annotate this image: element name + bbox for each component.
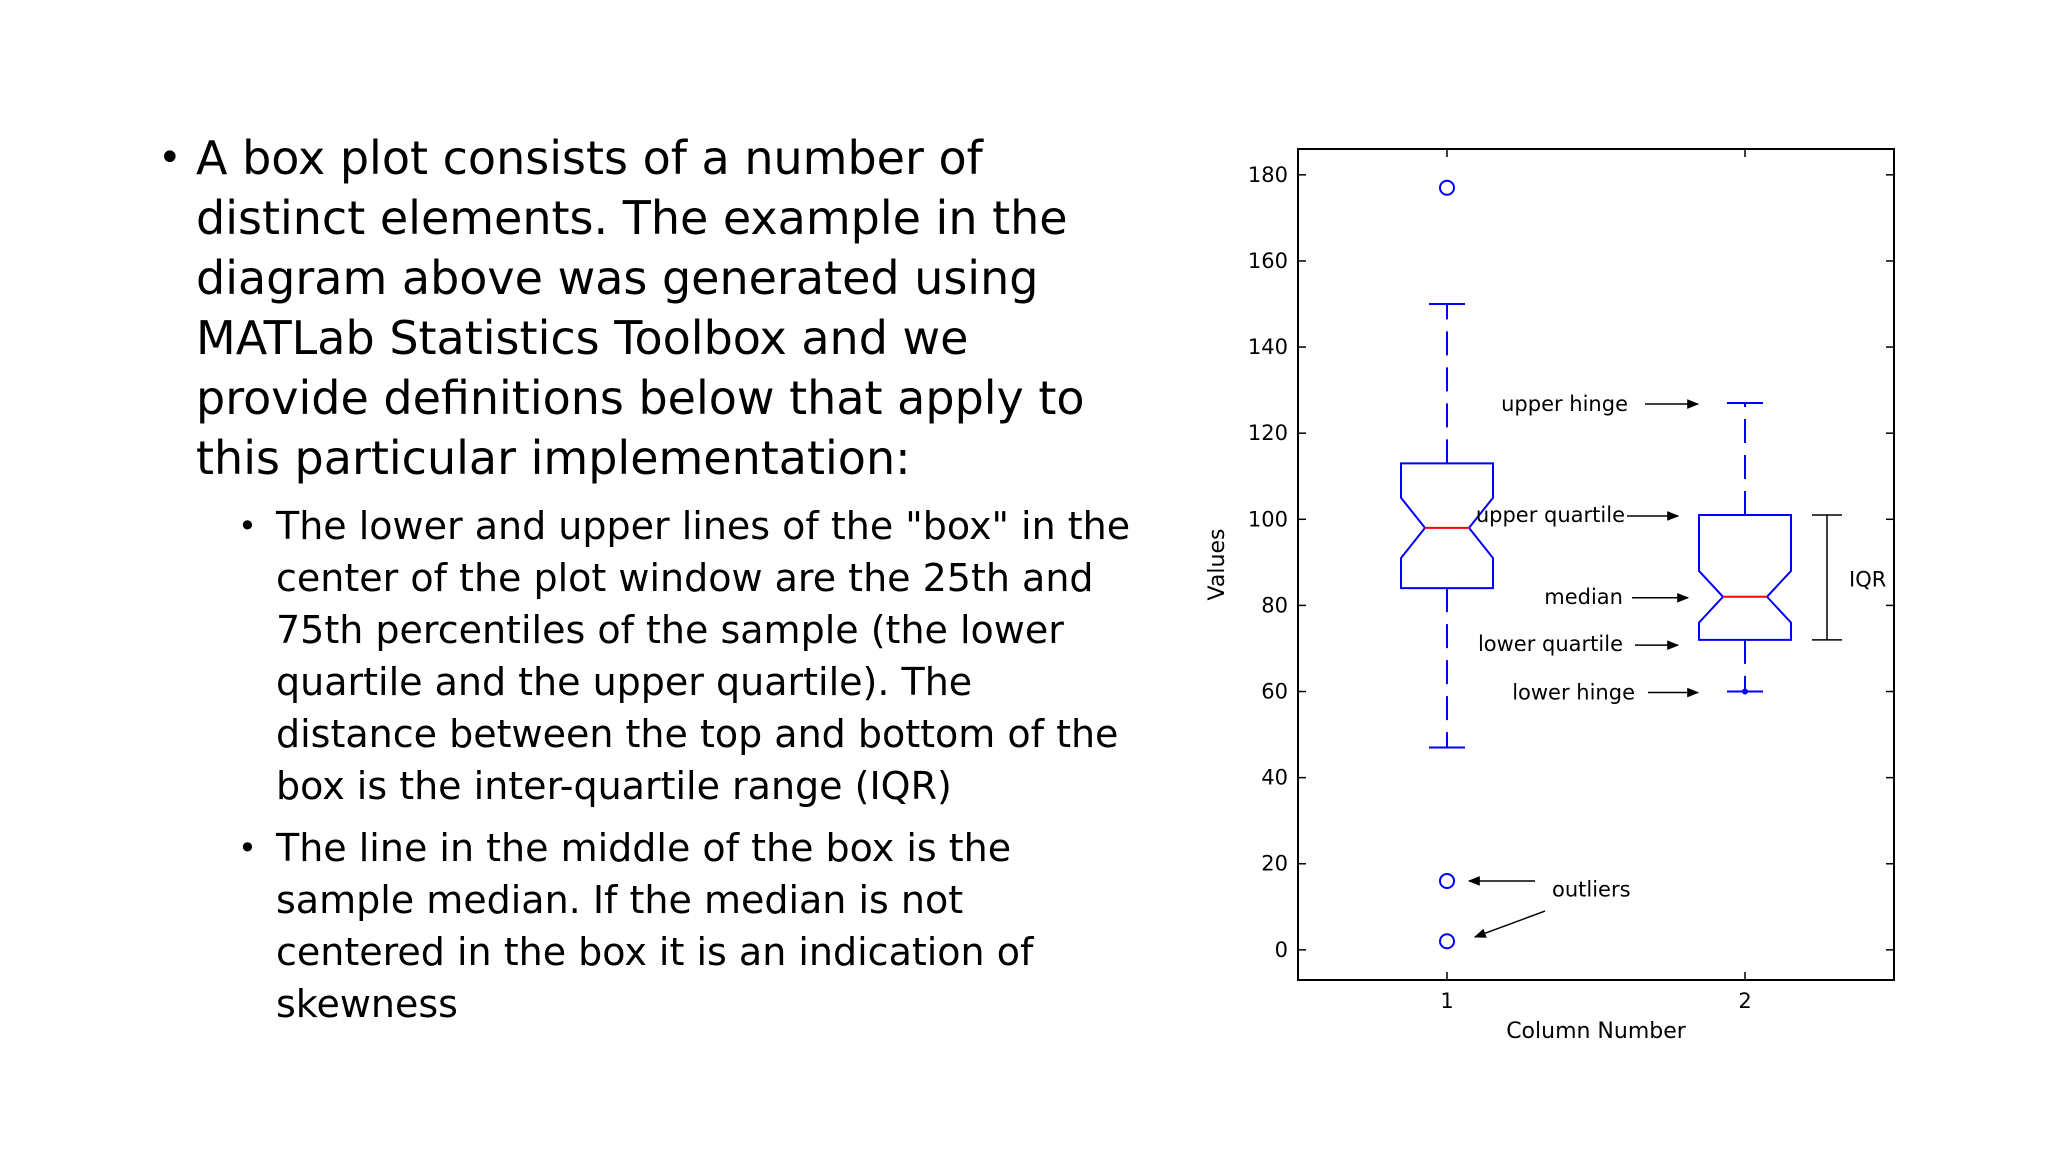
upper-hinge-label: upper hinge — [1501, 392, 1628, 417]
y-tick-label: 140 — [1247, 335, 1288, 360]
x-tick-label: 2 — [1738, 989, 1752, 1013]
y-tick-label: 180 — [1247, 162, 1288, 187]
lower-quartile-label: lower quartile — [1477, 632, 1623, 657]
bullet-main: A box plot consists of a number of distinct elements. The example in the diagram above was generated using MATLab Statistics Toolbox and we provide definitions below that apply to this particular implementation: — [196, 131, 1085, 485]
sub-bullet-quartiles: The lower and upper lines of the "box" in the center of the plot window are the 25th and 75th percentiles of the sample (the lower quartile and the upper quartile). The distance between the top and bottom of the box is the inter-quartile range (IQR) — [276, 504, 1131, 808]
outlier-point — [1440, 181, 1454, 195]
y-tick-label: 40 — [1261, 765, 1288, 790]
iqr-label: IQR — [1849, 567, 1887, 592]
bullet-marker: • — [158, 135, 182, 181]
y-tick-label: 160 — [1247, 248, 1288, 273]
plot-frame — [1298, 149, 1894, 980]
bullet-marker: • — [238, 507, 257, 545]
x-axis-label: Column Number — [1506, 1019, 1686, 1044]
median-label: median — [1544, 584, 1623, 609]
outlier-point — [1440, 874, 1454, 888]
y-tick-label: 0 — [1274, 937, 1288, 962]
box-plot-chart — [1190, 130, 1910, 1060]
x-tick-label: 1 — [1440, 989, 1454, 1013]
notched-box-2 — [1699, 515, 1791, 640]
bullet-marker: • — [238, 829, 257, 867]
y-tick-label: 20 — [1261, 851, 1288, 876]
outliers-label: outliers — [1552, 877, 1631, 902]
y-tick-label: 60 — [1261, 679, 1288, 704]
y-axis-label: Values — [1205, 528, 1230, 601]
sub-bullet-median: The line in the middle of the box is the sample median. If the median is not centered in the box it is an indication of skewness — [276, 826, 1034, 1026]
lower-hinge-dot — [1742, 689, 1748, 695]
y-tick-label: 80 — [1261, 593, 1288, 618]
upper-quartile-label: upper quartile — [1475, 502, 1625, 527]
y-tick-label: 100 — [1247, 507, 1288, 532]
box-plot-svg — [1190, 130, 1910, 1060]
outlier-point — [1440, 934, 1454, 948]
outliers-arrow — [1475, 911, 1545, 937]
y-tick-label: 120 — [1247, 421, 1288, 446]
lower-hinge-label: lower hinge — [1512, 680, 1635, 705]
